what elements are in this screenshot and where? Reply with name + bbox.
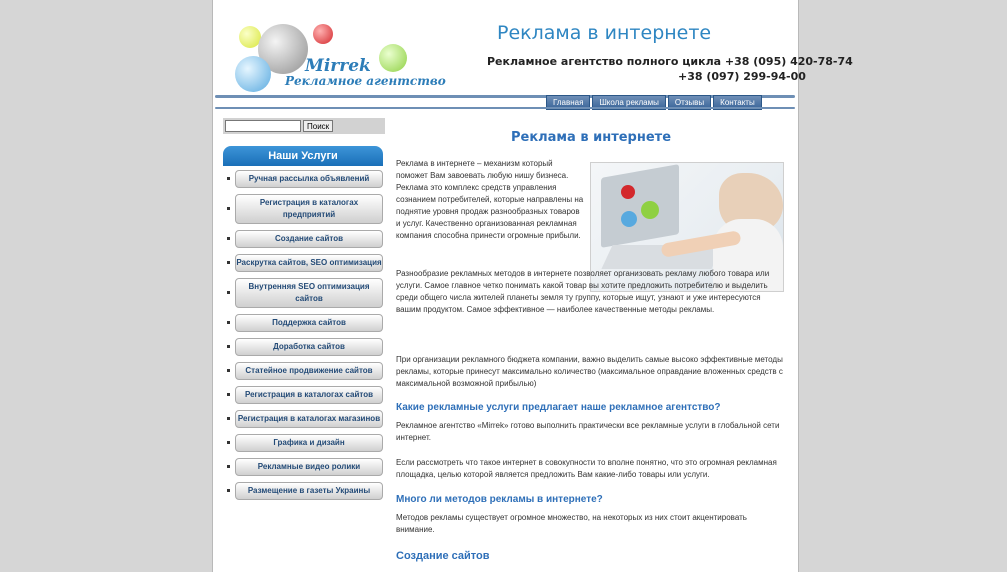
- methods-paragraph: Разнообразие рекламных методов в интернете позволяет организовать рекламу любого товара или услуги. Самое главное четко понимать какой товар вы хотите предложить потребителю и выделить среди общего числа жителей планеты земля ту группу, которые ищут, узнают и уже интересуются вашим продуктом. Самое эффективное — наиболее качественные методы рекламы.: [396, 269, 770, 314]
- budget-paragraph: При организации рекламного бюджета компании, важно выделить самые высоко эффективные методы рекламы, которые принесут максимально количество (максимальное оправдание вложенных средств с максимальной возможной прибылью): [396, 355, 783, 388]
- content-divider: [215, 107, 795, 109]
- nav-school[interactable]: Школа рекламы: [592, 95, 665, 110]
- logo-ball-icon: [621, 211, 637, 227]
- contact-line-2: +38 (097) 299-94-00: [678, 70, 806, 83]
- service-button[interactable]: Рекламные видео ролики: [235, 458, 383, 476]
- agency-paragraph: Рекламное агентство «Mirrek» готово выполнить практически все рекламные услуги в глобальной сети интернет.: [396, 421, 780, 442]
- list-item: [227, 254, 387, 272]
- service-button[interactable]: Регистрация в каталогах магазинов: [235, 410, 383, 428]
- services-list: [227, 170, 387, 506]
- list-item: [227, 230, 387, 248]
- question-heading-1: Какие рекламные услуги предлагает наше рекламное агентство?: [396, 402, 721, 413]
- list-item: [227, 386, 387, 404]
- list-item: [227, 278, 387, 308]
- laptop-screen-icon: [601, 164, 679, 248]
- internet-paragraph: Если рассмотреть что такое интернет в совокупности то вполне понятно, что это огромная рекламная площадка, целью которой является предложить Вам какие-либо товары или услуги.: [396, 458, 777, 479]
- list-item: [227, 482, 387, 500]
- list-item: [227, 410, 387, 428]
- service-button[interactable]: Поддержка сайтов: [235, 314, 383, 332]
- search-button[interactable]: Поиск: [303, 120, 333, 132]
- nav-home[interactable]: Главная: [546, 95, 590, 110]
- list-item: [227, 194, 387, 224]
- service-button[interactable]: Регистрация в каталогах сайтов: [235, 386, 383, 404]
- site-title: Реклама в интернете: [497, 22, 712, 44]
- logo-ball-icon: [313, 24, 333, 44]
- list-item: [227, 458, 387, 476]
- service-button[interactable]: Ручная рассылка объявлений: [235, 170, 383, 188]
- service-button[interactable]: Регистрация в каталогах предприятий: [235, 194, 383, 224]
- intro-paragraph: Реклама в интернете – механизм который поможет Вам завоевать любую нишу бизнеса. Реклама это комплекс средств управления сознанием потребителей, которые направлены на поднятие уровня продаж разнообразных товаров и услуг. Качественно организованная рекламная компания способна принести огромные прибыли.: [396, 159, 584, 240]
- list-item: [227, 338, 387, 356]
- header: [213, 0, 853, 100]
- logo[interactable]: [231, 18, 446, 93]
- contact-line-1: Рекламное агентство полного цикла +38 (095) 420-78-74: [487, 55, 853, 68]
- service-button[interactable]: Статейное продвижение сайтов: [235, 362, 383, 380]
- list-item: [227, 314, 387, 332]
- service-button[interactable]: Раскрутка сайтов, SEO оптимизация: [235, 254, 383, 272]
- service-button[interactable]: Создание сайтов: [235, 230, 383, 248]
- service-button[interactable]: Доработка сайтов: [235, 338, 383, 356]
- service-button[interactable]: Графика и дизайн: [235, 434, 383, 452]
- logo-brand: Mirrek: [305, 56, 371, 76]
- service-button[interactable]: Размещение в газеты Украины: [235, 482, 383, 500]
- logo-ball-icon: [379, 44, 407, 72]
- logo-ball-icon: [641, 201, 659, 219]
- logo-ball-icon: [235, 56, 271, 92]
- page: [212, 0, 853, 572]
- nav-reviews[interactable]: Отзывы: [668, 95, 711, 110]
- search-input[interactable]: [225, 120, 301, 132]
- section-heading-create-sites: Создание сайтов: [396, 550, 490, 562]
- question-heading-2: Много ли методов рекламы в интернете?: [396, 494, 603, 505]
- logo-tagline: Рекламное агентство: [285, 74, 446, 88]
- page-title: Реклама в интернете: [510, 130, 672, 145]
- methods-count-paragraph: Методов рекламы существует огромное множество, на некоторых из них стоит акцентировать внимание.: [396, 513, 747, 534]
- logo-ball-icon: [621, 185, 635, 199]
- nav-contacts[interactable]: Контакты: [713, 95, 762, 110]
- search-bar: [223, 118, 385, 134]
- service-button[interactable]: Внутренняя SEO оптимизация сайтов: [235, 278, 383, 308]
- list-item: [227, 362, 387, 380]
- list-item: [227, 170, 387, 188]
- services-heading: Наши Услуги: [223, 146, 383, 166]
- list-item: [227, 434, 387, 452]
